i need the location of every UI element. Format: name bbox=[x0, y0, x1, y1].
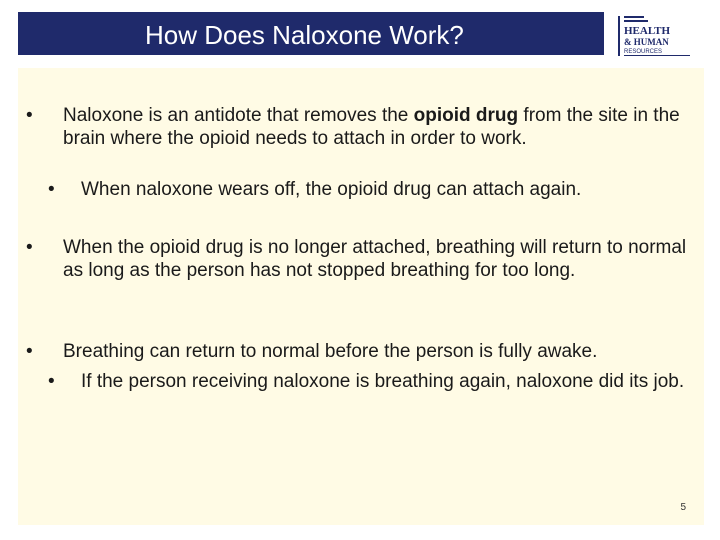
logo-line1: HEALTH bbox=[624, 25, 671, 37]
slide-title: How Does Naloxone Work? bbox=[145, 20, 464, 50]
bullet-dot-icon: • bbox=[48, 371, 55, 392]
bullet-dot-icon: • bbox=[48, 179, 55, 200]
sub-bullet-item bbox=[26, 370, 698, 393]
page-number: 5 bbox=[680, 502, 686, 513]
bullet-item bbox=[26, 236, 698, 282]
bold-term: opioid drug bbox=[413, 105, 519, 126]
department-health-human-resources-logo bbox=[618, 14, 696, 58]
sub-bullet-item bbox=[26, 178, 698, 201]
bullet-dot-icon: • bbox=[26, 105, 33, 126]
bullet-text: If the person receiving naloxone is breathing again, naloxone did its job. bbox=[81, 371, 685, 392]
slide-title-bar bbox=[18, 12, 604, 55]
bullet-text: Breathing can return to normal before the person is fully awake. bbox=[63, 341, 598, 362]
bullet-dot-icon: • bbox=[26, 341, 33, 362]
bullet-item bbox=[26, 340, 698, 363]
logo-line3: RESOURCES bbox=[624, 49, 663, 55]
slide-content bbox=[18, 68, 704, 525]
bullet-text: Naloxone is an antidote that removes the opioid drug from the site in the brain where the opioid needs to attach in order to work. bbox=[63, 105, 680, 149]
logo-icon bbox=[618, 14, 696, 58]
bullet-text: When naloxone wears off, the opioid drug can attach again. bbox=[81, 179, 582, 200]
bullet-text: When the opioid drug is no longer attached, breathing will return to normal as long as the person has not stopped breathing for too long. bbox=[63, 237, 687, 281]
bullet-item bbox=[26, 104, 698, 150]
logo-line2: & HUMAN bbox=[624, 37, 669, 47]
bullet-dot-icon: • bbox=[26, 237, 33, 258]
